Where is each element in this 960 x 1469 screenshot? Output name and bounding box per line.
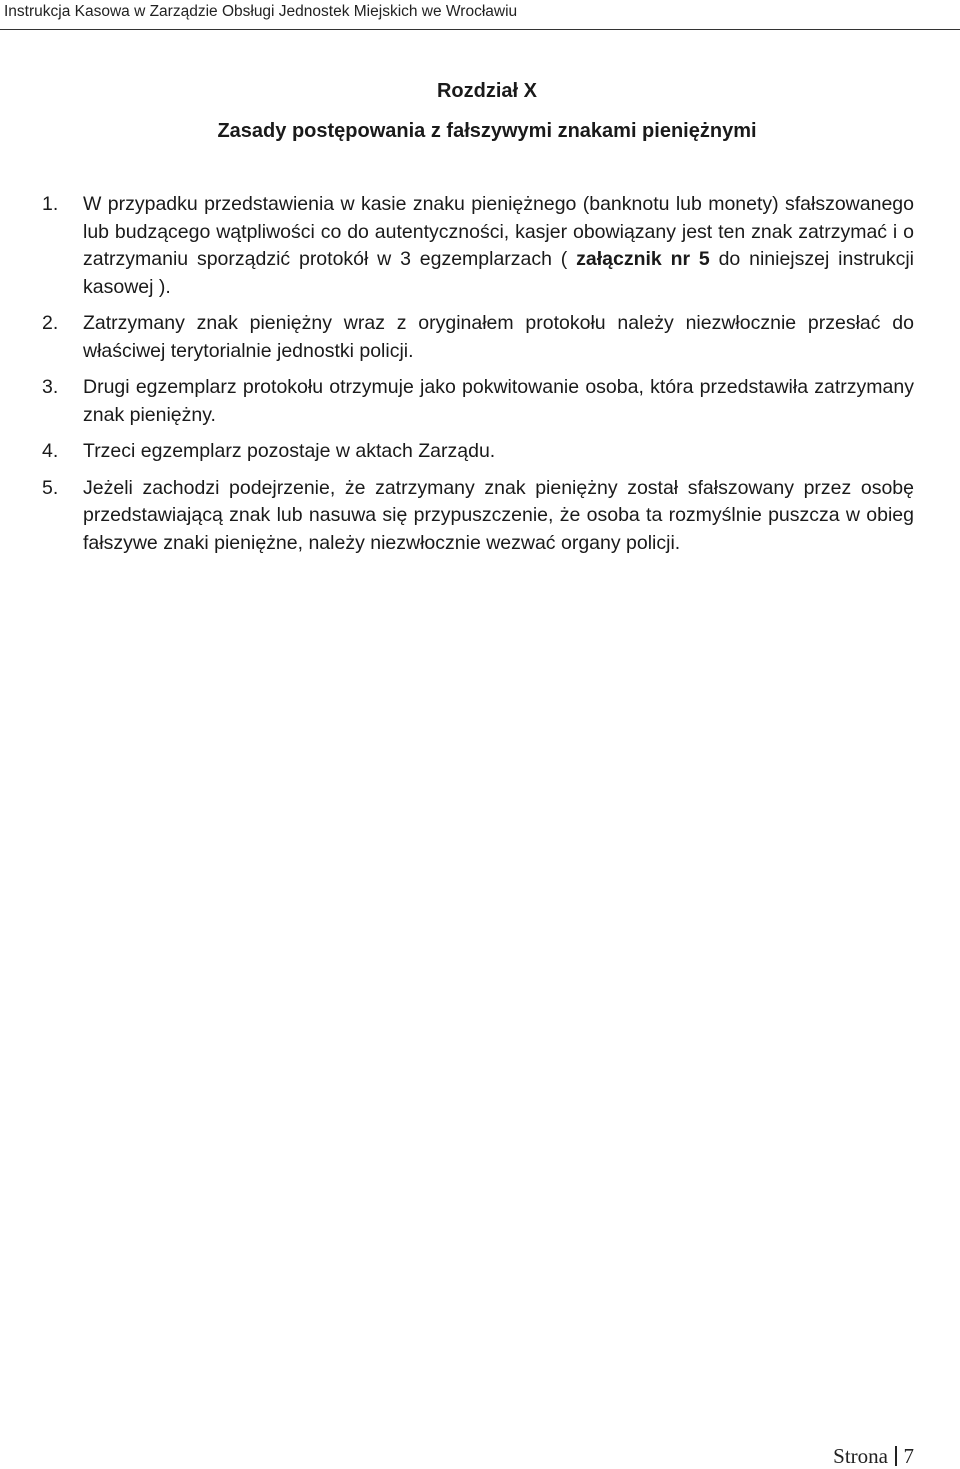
page-footer: [833, 1444, 914, 1469]
paragraph-list: [42, 191, 914, 566]
chapter-number: Rozdział X: [436, 80, 537, 102]
paragraph-number: 4.: [42, 440, 59, 462]
paragraph-3: [42, 374, 914, 429]
attachment-reference: załącznik nr 5: [576, 248, 710, 270]
running-header-title: Instrukcja Kasowa w Zarządzie Obsługi Jednostek Miejskich we Wrocławiu: [4, 3, 518, 20]
paragraph-number: 5.: [42, 476, 59, 499]
paragraph-text: Trzeci egzemplarz pozostaje w aktach Zarządu.: [83, 440, 496, 462]
paragraph-text: W przypadku przedstawienia w kasie znaku pieniężnego (banknotu lub monety) sfałszowanego lub budzącego wątpliwości co do autentyczności, kasjer obowiązany jest ten znak zatrzymać i o zatrzymaniu sporządzić protokół w 3 egzemplarzach (: [83, 193, 914, 270]
running-header: [0, 0, 960, 30]
paragraph-2: [42, 310, 914, 365]
paragraph-number: 1.: [42, 193, 59, 215]
paragraph-text: Jeżeli zachodzi podejrzenie, że zatrzymany znak pieniężny został sfałszowany przez osobę przedstawiającą znak lub nasuwa się przypuszczenie, że osoba ta rozmyślnie puszcza w obieg fałszywe znaki pieniężne, należy niezwłocznie wezwać organy policji.: [83, 476, 914, 554]
chapter-title: Zasady postępowania z fałszywymi znakami pieniężnymi: [217, 120, 757, 142]
paragraph-1: [42, 191, 914, 301]
page-label: Strona: [833, 1444, 888, 1468]
paragraph-text-end: do niniejszej instrukcji kasowej ).: [83, 248, 914, 298]
paragraph-5: [42, 475, 914, 558]
paragraph-text: Drugi egzemplarz protokołu otrzymuje jako pokwitowanie osoba, która przedstawiła zatrzymany znak pieniężny.: [83, 376, 914, 426]
paragraph-number: 2.: [42, 312, 59, 334]
paragraph-4: [42, 438, 914, 466]
page-number: 7: [903, 1444, 914, 1468]
page-separator: [895, 1446, 897, 1466]
paragraph-number: 3.: [42, 376, 59, 398]
paragraph-text: Zatrzymany znak pieniężny wraz z oryginałem protokołu należy niezwłocznie przesłać do właściwej terytorialnie jednostki policji.: [83, 312, 914, 362]
